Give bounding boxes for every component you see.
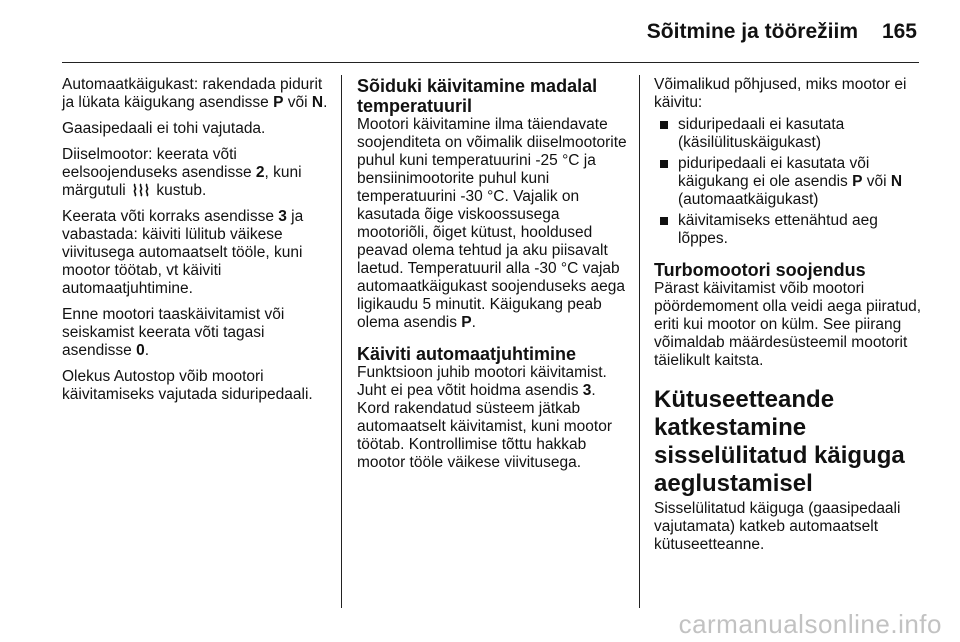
column-middle <box>357 76 629 480</box>
column-divider-left <box>341 75 342 608</box>
paragraph-restart: Enne mootori taaskäivitamist või seiskamist keerata võti tagasi asendisse 0. <box>62 306 285 359</box>
paragraph-starter-control: Funktsioon juhib mootori käivitamist. Juht ei pea võtit hoidma asendis 3. Kord rakendatud süsteem jätkab automaatselt käivitamist, kuni mootor töötab. Kontrollimise tõttu hakkab mootor tööle väikese viivitusega. <box>357 364 612 471</box>
page-number: 165 <box>881 20 917 43</box>
paragraph-starter: Keerata võti korraks asendisse 3 ja vabastada: käiviti lülitub väikese viivitusega automaatselt tööle, kuni mootor töötab, vt käiviti automaatjuhtimine. <box>62 208 304 297</box>
paragraph-diesel: Diiselmootor: keerata võti eelsoojenduseks asendisse 2, kuni märgutuli kustub. <box>62 146 302 199</box>
heading-turbo-warmup: Turbomootori soojendus <box>654 260 866 280</box>
heading-starter-control: Käiviti automaatjuhtimine <box>357 344 577 364</box>
list-item: käivitamiseks ettenähtud aeg lõppes. <box>654 212 924 248</box>
paragraph-autostop: Olekus Autostop võib mootori käivitamiseks vajutada siduripedaali. <box>62 368 313 403</box>
column-left <box>62 76 330 412</box>
paragraph-turbo-warmup: Pärast käivitamist võib mootori pöördemoment olla veidi aega piiratud, eriti kui mootor on külm. See piirang võimaldab määrdesüsteemil mootorit täielikult kaitsta. <box>654 280 922 369</box>
bullet-square-icon <box>660 217 668 225</box>
column-right <box>654 76 924 562</box>
header-divider <box>62 62 919 63</box>
causes-list <box>654 116 924 248</box>
page-title: Sõitmine ja töörežiim <box>646 20 858 43</box>
bullet-square-icon <box>660 160 668 168</box>
heading-fuel-cutoff: Kütuseetteande katkestamine sisselülitatud käiguga aeglustamisel <box>654 386 905 497</box>
paragraph-accelerator: Gaasipedaali ei tohi vajutada. <box>62 120 266 137</box>
heading-cold-start: Sõiduki käivitamine madalal temperatuuril <box>357 76 598 116</box>
list-item: siduripedaali ei kasutata (käsilülituskäigukast) <box>654 116 924 152</box>
glow-plug-icon <box>132 183 150 197</box>
column-divider-right <box>639 75 640 608</box>
list-item: piduripedaali ei kasutata või käigukang ei ole asendis P või N (automaatkäigukast) <box>654 155 924 209</box>
paragraph-fuel-cutoff: Sisselülitatud käiguga (gaasipedaali vajutamata) katkeb automaatselt kütuseetteanne. <box>654 500 901 553</box>
paragraph-causes-intro: Võimalikud põhjused, miks mootor ei käivitu: <box>654 76 907 111</box>
paragraph-automatic-gearbox: Automaatkäigukast: rakendada pidurit ja lükata käigukang asendisse P või N. <box>62 76 328 111</box>
bullet-square-icon <box>660 121 668 129</box>
paragraph-cold-start: Mootori käivitamine ilma täiendavate soojenditeta on võimalik diiselmootorite puhul kuni temperatuurini -25 °C ja bensiinimootorite puhul kuni temperatuurini -30 °C. Vajalik on kasutada õige viskoossusega mootoriõli, õiget kütust, hooldused peavad olema tehtud ja aku piisavalt laetud. Temperatuuril alla -30 °C vajab automaatkäigukast soojenduseks aega ligikaudu 5 minutit. Käigukang peab olema asendis P. <box>357 116 627 331</box>
watermark: carmanualsonline.info <box>678 609 942 639</box>
